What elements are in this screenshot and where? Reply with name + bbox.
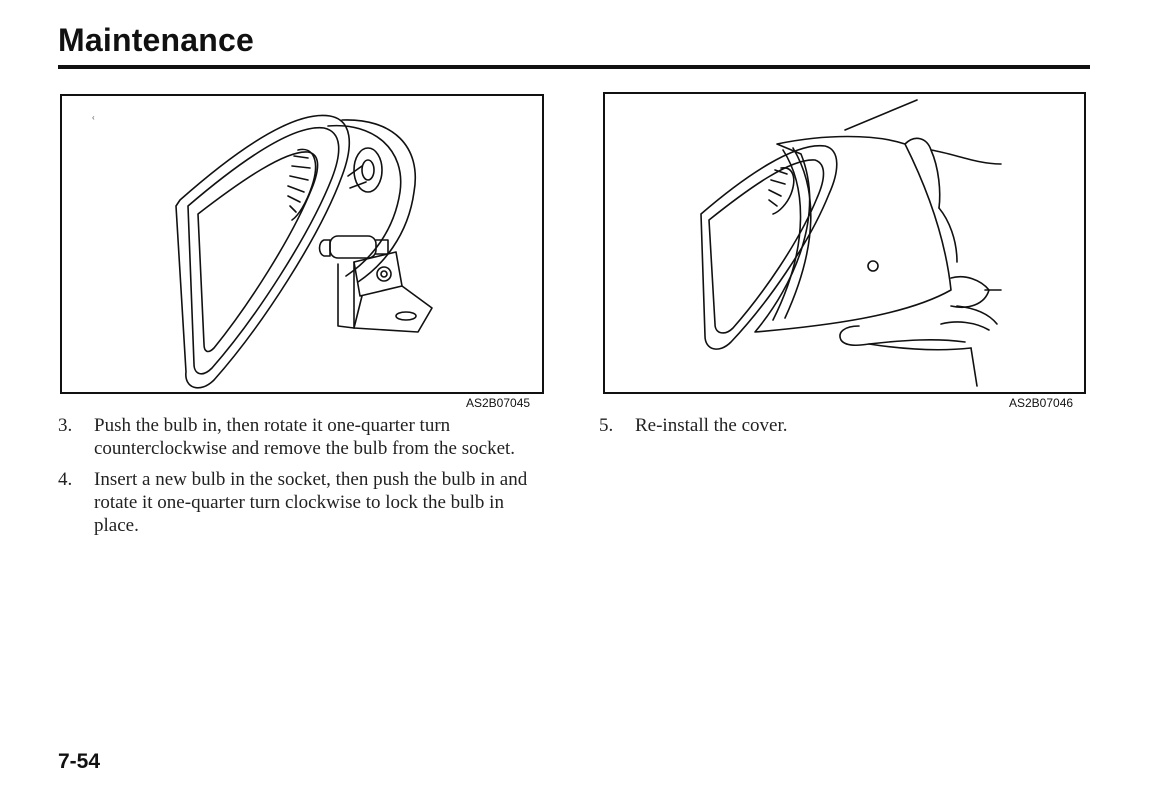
page-number: 7-54 [58, 750, 101, 773]
steps-left-column [58, 414, 538, 545]
step-number: 4. [58, 469, 73, 490]
step-4 [58, 468, 538, 537]
figure-code-left: AS2B07045 [466, 396, 531, 410]
step-number: 3. [58, 415, 73, 436]
figure-code-right: AS2B07046 [1009, 396, 1074, 410]
figure-cover-reinstall [603, 92, 1086, 394]
svg-text:‹: ‹ [92, 113, 95, 122]
step-text: Insert a new bulb in the socket, then push the bulb in and rotate it one-quarter turn clockwise to lock the bulb in place. [94, 469, 528, 536]
lamp-bulb-removal-illustration [62, 96, 542, 392]
page-title: Maintenance [58, 22, 255, 58]
step-text: Re-install the cover. [635, 415, 788, 436]
figure-bulb-removal [60, 94, 544, 394]
step-5 [599, 414, 1079, 437]
title-rule [58, 65, 1090, 69]
lamp-cover-reinstall-illustration [605, 94, 1084, 392]
step-text: Push the bulb in, then rotate it one-quarter turn counterclockwise and remove the bulb from the socket. [94, 415, 516, 459]
step-3 [58, 414, 538, 460]
steps-right-column [599, 414, 1079, 445]
step-number: 5. [599, 415, 614, 436]
